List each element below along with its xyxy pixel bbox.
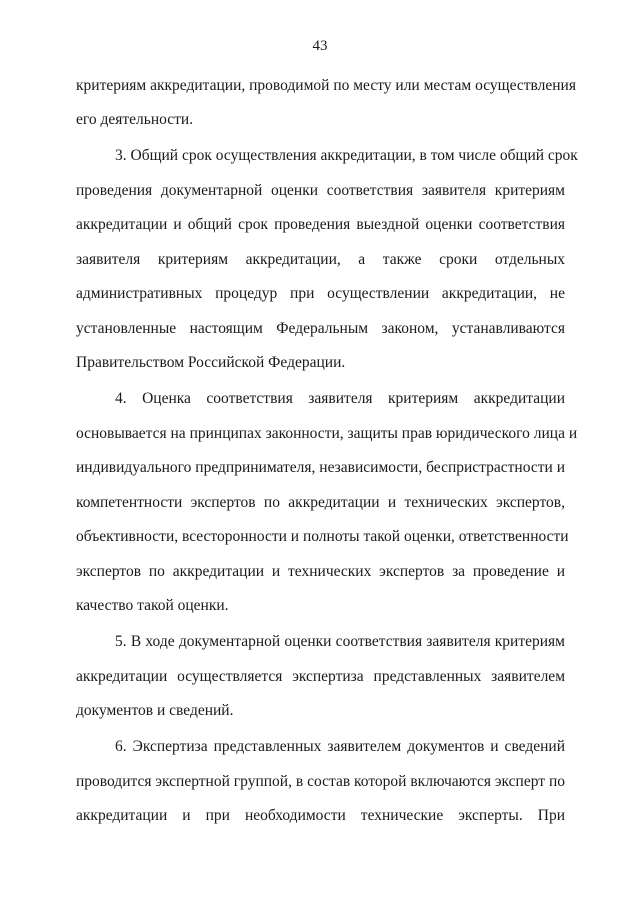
paragraph-4-start: 4. Оценка соответствия заявителя критериям аккредитации (115, 390, 565, 407)
page-number: 43 (312, 38, 328, 54)
text-line: установленные настоящим Федеральным законом, устанавливаются (76, 320, 565, 337)
text-line: объективности, всесторонности и полноты такой оценки, ответственности (76, 528, 569, 545)
text-line: качество такой оценки. (76, 597, 229, 614)
text-line: компетентности экспертов по аккредитации и технических экспертов, (76, 494, 565, 511)
text-line: аккредитации и при необходимости технические эксперты. При (76, 807, 565, 824)
text-line: критериям аккредитации, проводимой по месту или местам осуществления (76, 77, 576, 94)
text-line: Правительством Российской Федерации. (76, 354, 346, 371)
text-line: проведения документарной оценки соответствия заявителя критериям (76, 182, 565, 199)
text-line: административных процедур при осуществлении аккредитации, не (76, 285, 565, 302)
text-line: аккредитации осуществляется экспертиза представленных заявителем (76, 668, 565, 685)
paragraph-3-start: 3. Общий срок осуществления аккредитации, в том числе общий срок (115, 147, 578, 164)
paragraph-5-start: 5. В ходе документарной оценки соответствия заявителя критериям (115, 633, 565, 650)
text-line: его деятельности. (76, 111, 194, 128)
text-line: основывается на принципах законности, защиты прав юридического лица и (76, 425, 578, 442)
text-line: аккредитации и общий срок проведения выездной оценки соответствия (76, 216, 565, 233)
text-line: индивидуального предпринимателя, независимости, беспристрастности и (76, 459, 565, 476)
text-line: экспертов по аккредитации и технических экспертов за проведение и (76, 563, 565, 580)
text-line: проводится экспертной группой, в состав которой включаются эксперт по (76, 773, 565, 790)
text-line: заявителя критериям аккредитации, а также сроки отдельных (76, 251, 565, 268)
text-line: документов и сведений. (76, 702, 234, 719)
paragraph-6-start: 6. Экспертиза представленных заявителем документов и сведений (115, 738, 565, 755)
